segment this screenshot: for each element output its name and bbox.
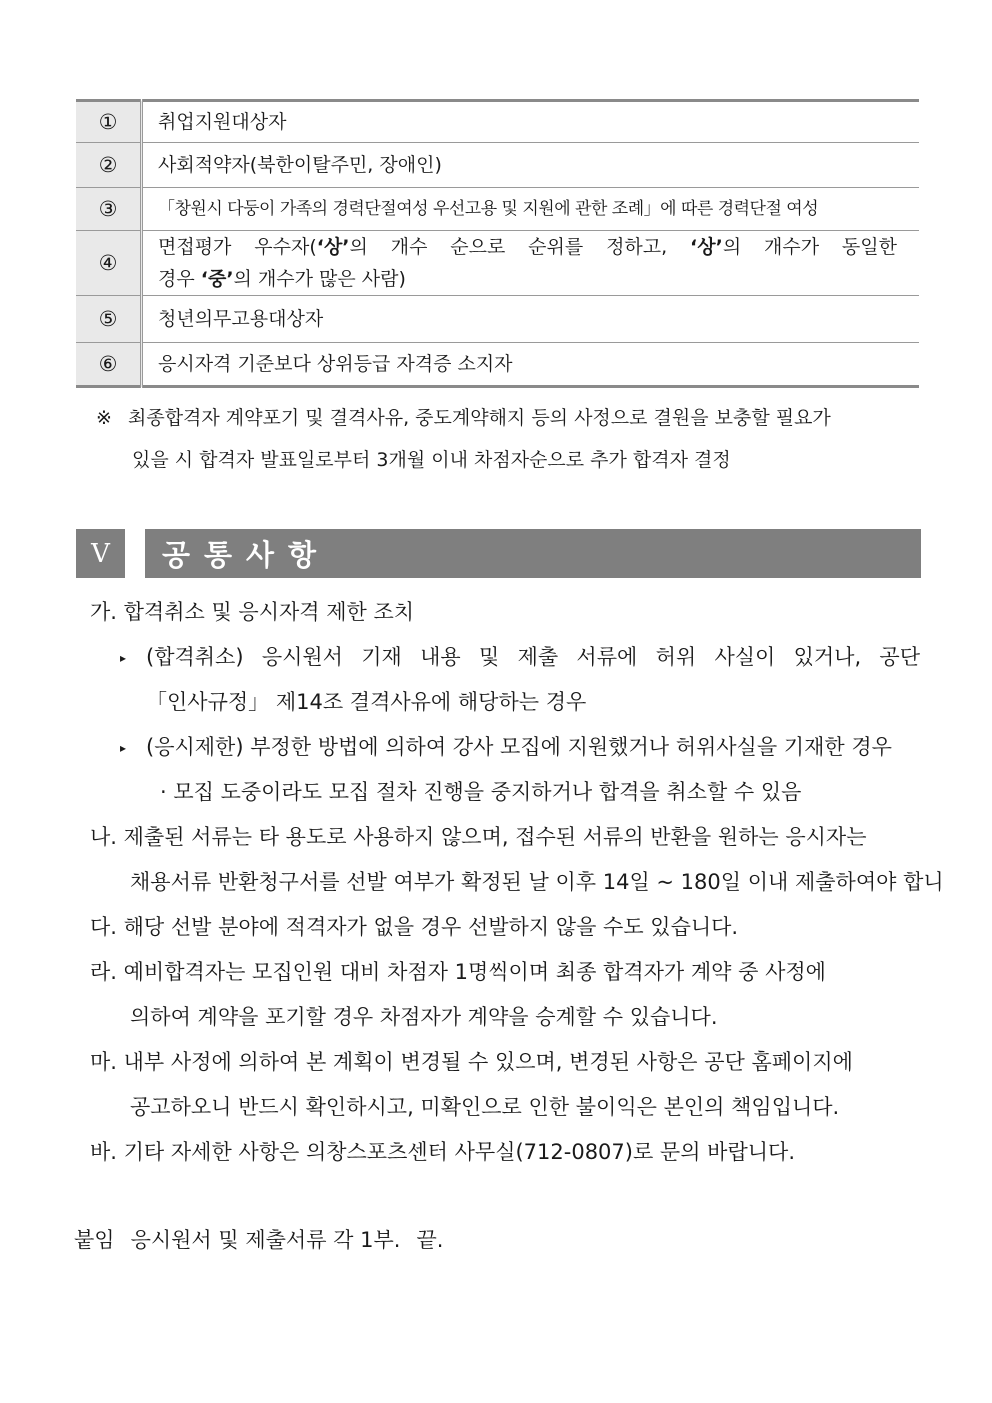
table-row	[76, 231, 919, 296]
item-ra-cont: 의하여 계약을 포기할 경우 차점자가 계약을 승계할 수 있습니다.	[130, 1005, 718, 1029]
text-segment: 의 개수 순으로 순위를 정하고,	[349, 236, 691, 258]
row-number: ①	[76, 101, 142, 143]
row-text	[142, 231, 920, 296]
attachment-label: 붙임	[74, 1228, 115, 1252]
item-ga: 가. 합격취소 및 응시자격 제한 조치	[90, 600, 415, 624]
attachment-end: 끝.	[416, 1228, 444, 1252]
triangle-bullet-icon: ▸	[120, 741, 127, 755]
note-mark: ※	[96, 407, 112, 429]
priority-table	[76, 99, 919, 388]
table-row	[76, 343, 919, 387]
row-text: 취업지원대상자	[142, 101, 920, 143]
bullet-item	[90, 635, 920, 680]
attachment	[74, 1220, 443, 1260]
triangle-bullet-icon: ▸	[120, 651, 127, 665]
row-number: ⑤	[76, 296, 142, 343]
section-title: 공통사항	[145, 529, 921, 578]
note-line	[96, 397, 918, 439]
bullet-text: (합격취소) 응시원서 기재 내용 및 제출 서류에 허위 사실이 있거나, 공단	[146, 645, 920, 669]
table-row	[76, 143, 919, 188]
row-text: 「창원시 다둥이 가족의 경력단절여성 우선고용 및 지원에 관한 조례」에 따른 경력단절 여성	[142, 188, 920, 231]
note-text: 최종합격자 계약포기 및 결격사유, 중도계약해지 등의 사정으로 결원을 보충할 필요가	[128, 407, 831, 429]
table-row	[76, 296, 919, 343]
bold-segment: ‘상’	[690, 236, 723, 258]
text-segment: 경우	[158, 268, 201, 290]
item-na: 나. 제출된 서류는 타 용도로 사용하지 않으며, 접수된 서류의 반환을 원하는 응시자는	[90, 825, 867, 849]
text-segment: 의 개수가 많은 사람)	[233, 268, 406, 290]
item-ma: 마. 내부 사정에 의하여 본 계획이 변경될 수 있으며, 변경된 사항은 공단 홈페이지에	[90, 1050, 853, 1074]
bold-segment: ‘중’	[200, 268, 234, 290]
item-da: 다. 해당 선발 분야에 적격자가 없을 경우 선발하지 않을 수도 있습니다.	[90, 915, 739, 939]
attachment-text: 응시원서 및 제출서류 각 1부.	[130, 1228, 401, 1252]
item-na-cont: 채용서류 반환청구서를 선발 여부가 확정된 날 이후 14일 ~ 180일 이내 제출하여야 합니	[130, 870, 944, 894]
note	[96, 397, 918, 481]
row-number: ④	[76, 231, 142, 296]
row-text: 청년의무고용대상자	[142, 296, 920, 343]
row-text-line	[158, 263, 897, 295]
bullet-continuation: 「인사규정」 제14조 결격사유에 해당하는 경우	[146, 690, 587, 714]
row-text: 응시자격 기준보다 상위등급 자격증 소지자	[158, 353, 513, 375]
item-ma-cont: 공고하오니 반드시 확인하시고, 미확인으로 인한 불이익은 본인의 책임입니다.	[130, 1095, 840, 1119]
text-segment: 의 개수가 동일한	[722, 236, 897, 258]
bullet-item	[90, 725, 920, 770]
row-text-line	[158, 231, 897, 263]
table-row	[76, 188, 919, 231]
text-segment: 면접평가 우수자(	[158, 236, 317, 258]
row-number: ②	[76, 143, 142, 188]
row-number: ⑥	[76, 343, 142, 387]
bullet-text: (응시제한) 부정한 방법에 의하여 강사 모집에 지원했거나 허위사실을 기재한 경우	[146, 735, 892, 759]
row-number: ③	[76, 188, 142, 231]
row-text: 사회적약자(북한이탈주민, 장애인)	[142, 143, 920, 188]
item-ra: 라. 예비합격자는 모집인원 대비 차점자 1명씩이며 최종 합격자가 계약 중 사정에	[90, 960, 826, 984]
body-text	[90, 590, 944, 1175]
item-ba: 바. 기타 자세한 사항은 의창스포츠센터 사무실(712-0807)로 문의 바랍니다.	[90, 1140, 796, 1164]
sub-bullet: · 모집 도중이라도 모집 절차 진행을 중지하거나 합격을 취소할 수 있음	[160, 780, 802, 804]
table-row	[76, 101, 919, 143]
note-line: 있을 시 합격자 발표일로부터 3개월 이내 차점자순으로 추가 합격자 결정	[132, 449, 731, 471]
bold-segment: ‘상’	[316, 236, 350, 258]
section-number: Ⅴ	[76, 529, 125, 578]
